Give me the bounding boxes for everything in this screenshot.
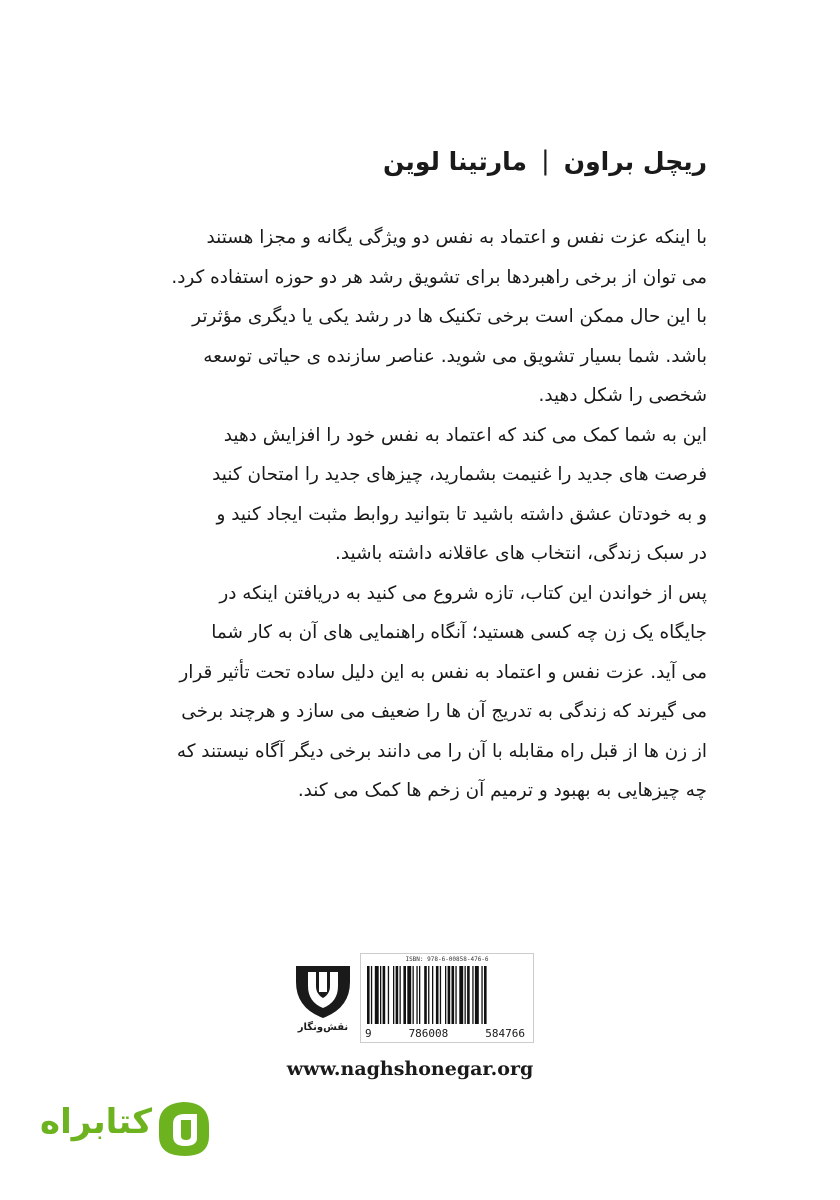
barcode-digits: [361, 1027, 533, 1040]
barcode-bar: [440, 966, 441, 1024]
barcode-bar: [445, 966, 446, 1024]
text-line: چه چیزهایی به بهبود و ترمیم آن زخم ها کمک می کند.: [297, 780, 707, 801]
barcode-bar: [455, 966, 456, 1024]
text-line: می گیرند که زندگی به تدریج آن ها را ضعیف می سازد و هرچند برخی: [181, 701, 707, 722]
author-name-2: مارتینا لوین: [382, 146, 528, 176]
text-line: باشد. شما بسیار تشویق می شوید. عناصر سازنده ی حیاتی توسعه: [203, 345, 707, 367]
publisher-emblem-icon: [292, 962, 354, 1020]
barcode-bar: [467, 966, 470, 1024]
barcode-bar: [428, 966, 429, 1024]
text-line: از زن ها از قبل راه مقابله با آن را می دانند برخی دیگر آگاه نیستند که: [176, 740, 707, 762]
text-line: با اینکه عزت نفس و اعتماد به نفس دو ویژگی یگانه و مجزا هستند: [206, 227, 707, 248]
barcode-bar: [371, 966, 372, 1024]
barcode-bar: [481, 966, 482, 1024]
barcode-bar: [484, 966, 487, 1024]
publisher-name: نقش‌ونگار: [297, 1022, 349, 1033]
text-line: پس از خواندن این کتاب، تازه شروع می کنید به دریافتن اینکه در: [219, 582, 707, 604]
barcode-bar: [459, 966, 463, 1024]
barcode-bar: [407, 966, 411, 1024]
text-line: و به خودتان عشق داشته باشید تا بتوانید روابط مثبت ایجاد کنید و: [216, 503, 707, 525]
back-cover-description: [127, 218, 707, 811]
barcode-bar: [416, 966, 417, 1024]
barcode-bar: [413, 966, 414, 1024]
barcode-bar: [375, 966, 379, 1024]
text-line: با این حال ممکن است برخی تکنیک ها در رشد یکی یا دیگری مؤثرتر: [192, 306, 707, 327]
isbn-label: ISBN: 978-6-00858-476-6: [405, 956, 489, 963]
barcode-bar: [367, 966, 370, 1024]
barcode-digit-first: 9: [365, 1027, 372, 1040]
barcode-bar: [396, 966, 399, 1024]
text-line: می آید. عزت نفس و اعتماد به نفس به این دلیل ساده تحت تأثیر قرار: [179, 661, 707, 683]
publisher-website[interactable]: www.naghshonegar.org: [286, 1058, 534, 1080]
barcode-bar: [465, 966, 466, 1024]
barcode-bar: [472, 966, 473, 1024]
barcode-bar: [424, 966, 427, 1024]
author-name-1: ریچل براون: [563, 146, 707, 176]
text-line: می توان از برخی راهبردها برای تشویق رشد هر دو حوزه استفاده کرد.: [171, 266, 707, 288]
barcode-bar: [403, 966, 406, 1024]
authors-line: [383, 146, 707, 176]
author-separator: |: [541, 146, 550, 176]
barcode-bar: [448, 966, 451, 1024]
publisher-logo: [292, 962, 354, 1044]
barcode-digit-group1: 786008: [408, 1027, 449, 1040]
barcode-bar: [452, 966, 455, 1024]
text-line: فرصت های جدید را غنیمت بشمارید، چیزهای جدید را امتحان کنید: [212, 464, 707, 485]
barcode-bar: [380, 966, 381, 1024]
barcode-bar: [432, 966, 433, 1024]
text-line: در سبک زندگی، انتخاب های عاقلانه داشته باشید.: [335, 543, 707, 564]
barcode-bar: [436, 966, 439, 1024]
ketabrah-brand-text: کتابراه: [40, 1102, 153, 1142]
barcode-bar: [419, 966, 420, 1024]
barcode-bar: [393, 966, 394, 1024]
barcode-bars: [367, 966, 529, 1024]
barcode-bar: [475, 966, 479, 1024]
barcode-bar: [383, 966, 386, 1024]
text-line: این به شما کمک می کند که اعتماد به نفس خود را افزایش دهید: [223, 424, 707, 446]
text-line: جایگاه یک زن چه کسی هستید؛ آنگاه راهنمایی های آن به کار شما: [211, 622, 707, 643]
isbn-barcode: [360, 953, 534, 1043]
text-line: شخصی را شکل دهید.: [538, 385, 707, 406]
ketabrah-watermark: [40, 1096, 220, 1160]
barcode-bar: [388, 966, 389, 1024]
barcode-bar: [400, 966, 401, 1024]
ketabrah-leaf-icon: [153, 1096, 213, 1160]
barcode-digit-group2: 584766: [485, 1027, 525, 1040]
